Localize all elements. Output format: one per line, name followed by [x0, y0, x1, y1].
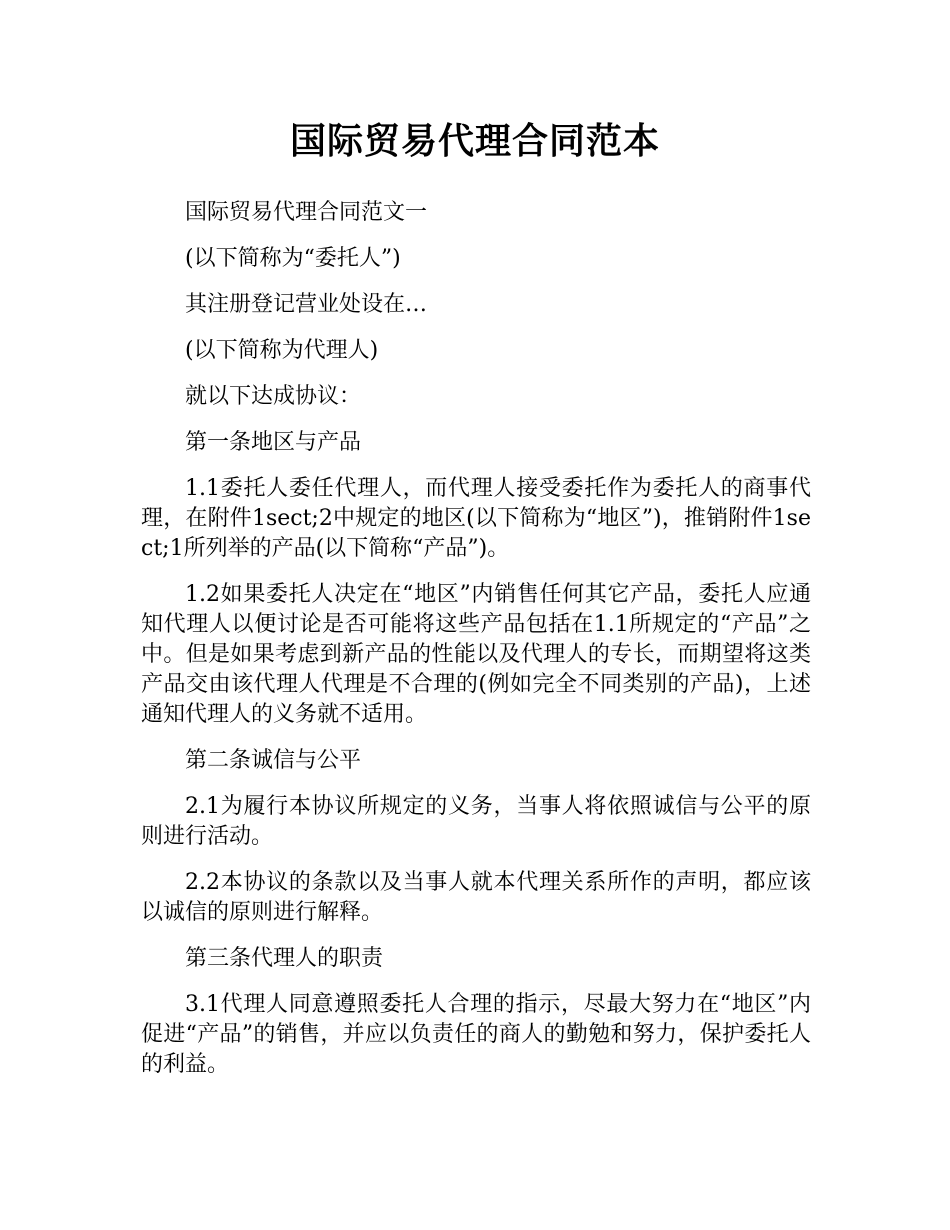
clause-2-1: 2.1为履行本协议所规定的义务，当事人将依照诚信与公平的原则进行活动。 [141, 794, 811, 849]
clause-3-1: 3.1代理人同意遵照委托人合理的指示，尽最大努力在“地区”内促进“产品”的销售，并应以负责任的商人的勤勉和努力，保护委托人的利益。 [141, 992, 811, 1077]
document-body [141, 198, 811, 1096]
document-title: 国际贸易代理合同范本 [289, 121, 660, 162]
clause-2-2: 2.2本协议的条款以及当事人就本代理关系所作的声明，都应该以诚信的原则进行解释。 [141, 870, 811, 925]
paragraph-agreement-intro: 就以下达成协议： [185, 384, 362, 409]
clause-1-1: 1.1委托人委任代理人，而代理人接受委托作为委托人的商事代理，在附件1sect;2中规定的地区(以下简称为“地区”)，推销附件1sect;1所列举的产品(以下简称“产品”)。 [141, 476, 811, 561]
article-2-heading: 第二条诚信与公平 [185, 748, 362, 773]
article-3-heading: 第三条代理人的职责 [185, 946, 384, 971]
paragraph-principal-abbreviation: (以下简称为“委托人”) [185, 246, 401, 271]
paragraph-template-heading: 国际贸易代理合同范文一 [185, 200, 428, 225]
paragraph-registered-office: 其注册登记营业处设在… [185, 292, 428, 317]
paragraph-agent-abbreviation: (以下简称为代理人) [185, 338, 379, 363]
clause-1-2: 1.2如果委托人决定在“地区”内销售任何其它产品，委托人应通知代理人以便讨论是否可能将这些产品包括在1.1所规定的“产品”之中。但是如果考虑到新产品的性能以及代理人的专长，而期望将这类产品交由该代理人代理是不合理的(例如完全不同类别的产品)，上述通知代理人的义务就不适用。 [141, 582, 811, 727]
article-1-heading: 第一条地区与产品 [185, 430, 362, 455]
